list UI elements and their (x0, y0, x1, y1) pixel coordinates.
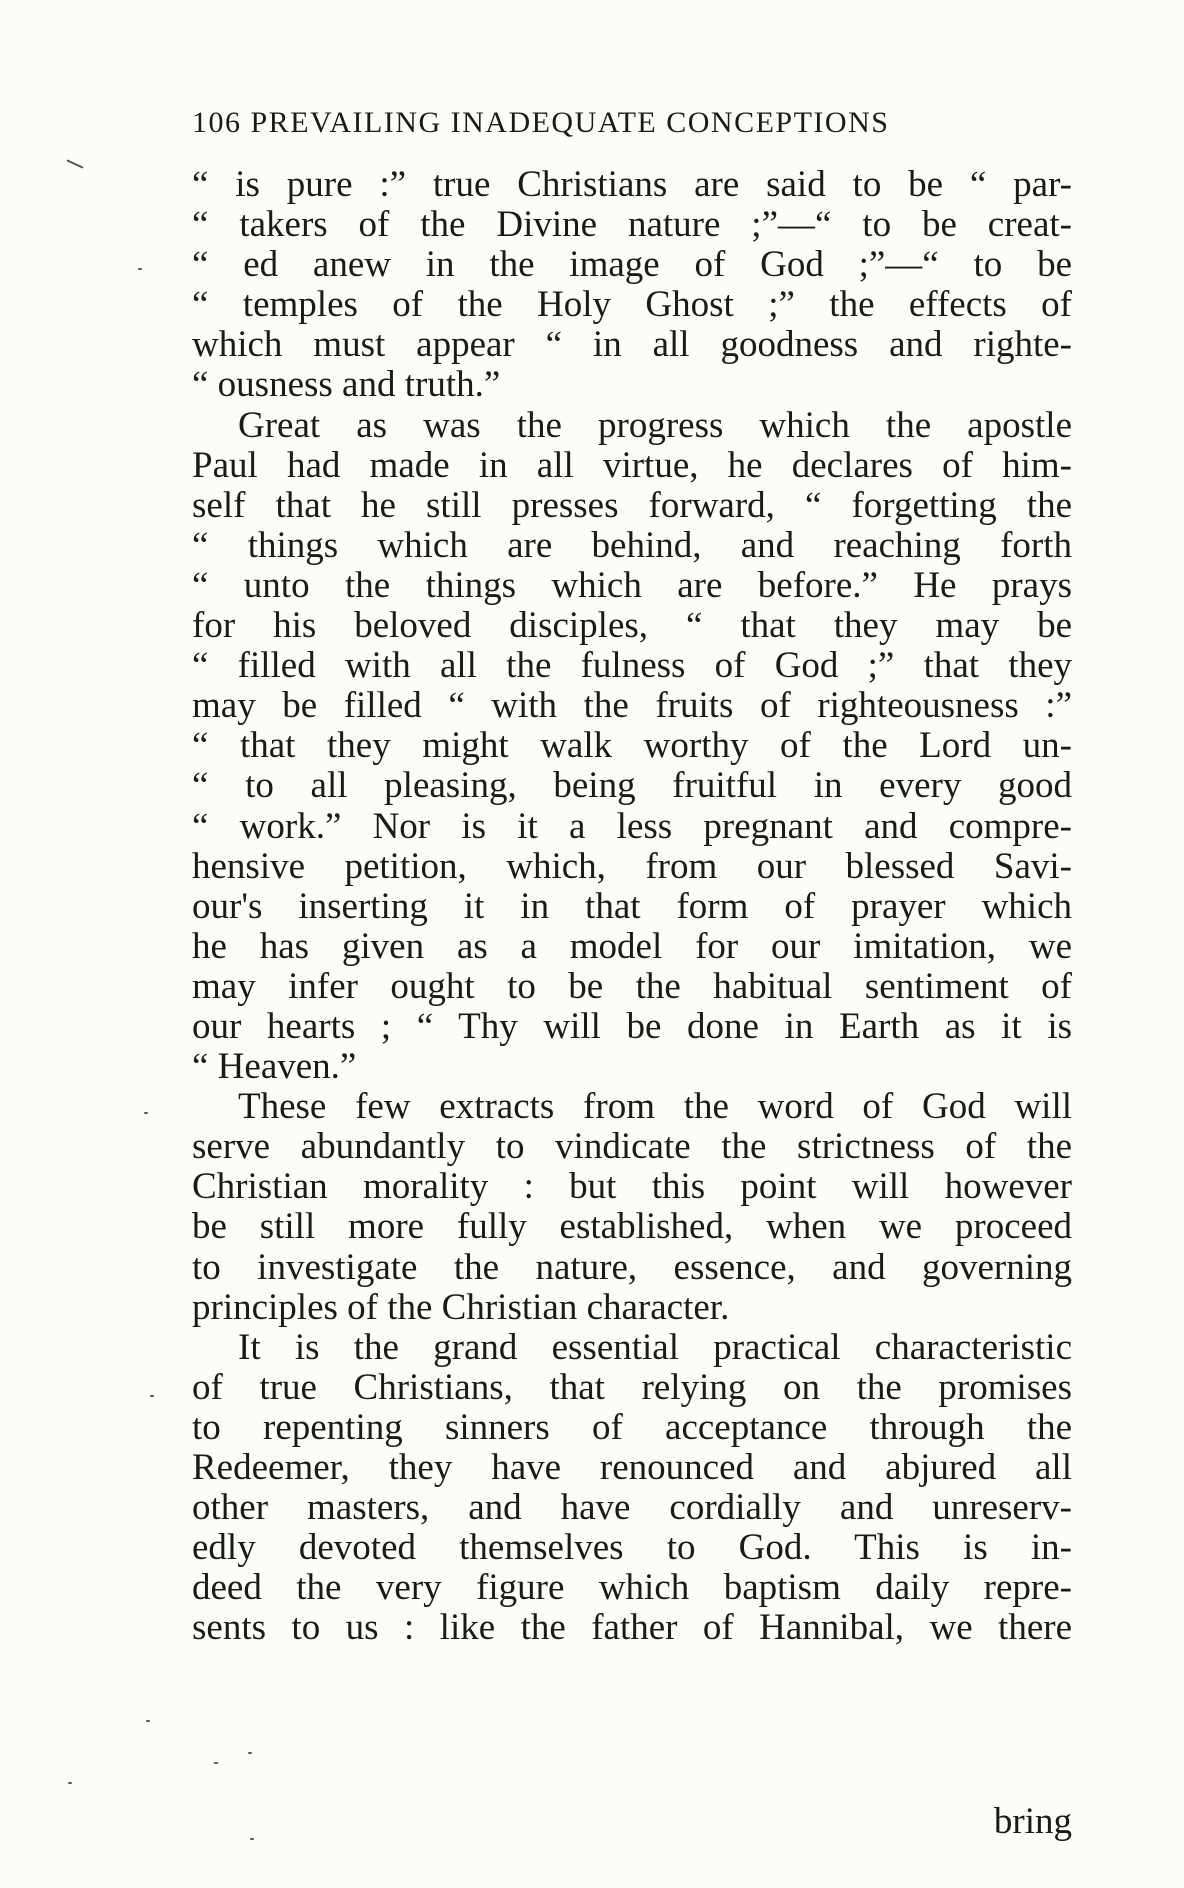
text-line: “ work.” Nor is it a less pregnant and compre- (192, 805, 1072, 847)
text-line: “ takers of the Divine nature ;”—“ to be creat- (192, 204, 1072, 246)
text-line: “ Heaven.” (192, 1046, 357, 1088)
text-line: Paul had made in all virtue, he declares of him- (192, 444, 1072, 486)
text-line: for his beloved disciples, “ that they may be (192, 605, 1072, 647)
text-line: our's inserting it in that form of prayer which (192, 885, 1072, 927)
text-line: “ unto the things which are before.” He prays (192, 564, 1072, 606)
paragraph-first-line: Great as was the progress which the apostle (238, 404, 1072, 446)
text-line: “ temples of the Holy Ghost ;” the effects of (192, 284, 1072, 326)
catchword: bring (993, 1801, 1072, 1842)
text-line: to investigate the nature, essence, and governing (192, 1246, 1072, 1288)
text-line: “ to all pleasing, being fruitful in every good (192, 765, 1072, 807)
paragraph-first-line: These few extracts from the word of God will (238, 1086, 1072, 1128)
body-text (192, 165, 1072, 1648)
text-line: be still more fully established, when we proceed (192, 1206, 1072, 1248)
text-line: of true Christians, that relying on the promises (192, 1366, 1072, 1408)
text-line: edly devoted themselves to God. This is in- (192, 1527, 1072, 1569)
text-line: Christian morality : but this point will however (192, 1166, 1072, 1208)
text-line: to repenting sinners of acceptance through the (192, 1406, 1072, 1448)
text-line: “ ousness and truth.” (192, 364, 501, 406)
text-line: serve abundantly to vindicate the strictness of the (192, 1126, 1072, 1168)
paragraph-first-line: It is the grand essential practical characteristic (238, 1326, 1072, 1368)
text-line: principles of the Christian character. (192, 1286, 730, 1328)
text-line: Redeemer, they have renounced and abjured all (192, 1447, 1072, 1488)
text-line: hensive petition, which, from our blessed Savi- (192, 845, 1072, 887)
text-line: sents to us : like the father of Hannibal, we there (192, 1607, 1072, 1649)
text-line: self that he still presses forward, “ forgetting the (192, 484, 1072, 526)
text-line: “ things which are behind, and reaching forth (192, 524, 1072, 566)
text-line: our hearts ; “ Thy will be done in Earth as it is (192, 1005, 1072, 1047)
text-line: “ ed anew in the image of God ;”—“ to be (192, 244, 1072, 286)
text-line: may infer ought to be the habitual sentiment of (192, 965, 1072, 1007)
running-head: 106 PREVAILING INADEQUATE CONCEPTIONS (192, 106, 890, 139)
text-line: “ filled with all the fulness of God ;” that they (192, 645, 1072, 687)
text-line: deed the very figure which baptism daily repre- (192, 1567, 1072, 1609)
text-line: “ is pure :” true Christians are said to be “ par- (192, 164, 1072, 205)
text-line: may be filled “ with the fruits of righteousness :” (192, 685, 1072, 727)
text-line: other masters, and have cordially and unreserv- (192, 1487, 1072, 1529)
text-line: he has given as a model for our imitation, we (192, 925, 1072, 967)
text-line: “ that they might walk worthy of the Lord un- (192, 725, 1072, 767)
text-line: which must appear “ in all goodness and righte- (192, 324, 1072, 366)
